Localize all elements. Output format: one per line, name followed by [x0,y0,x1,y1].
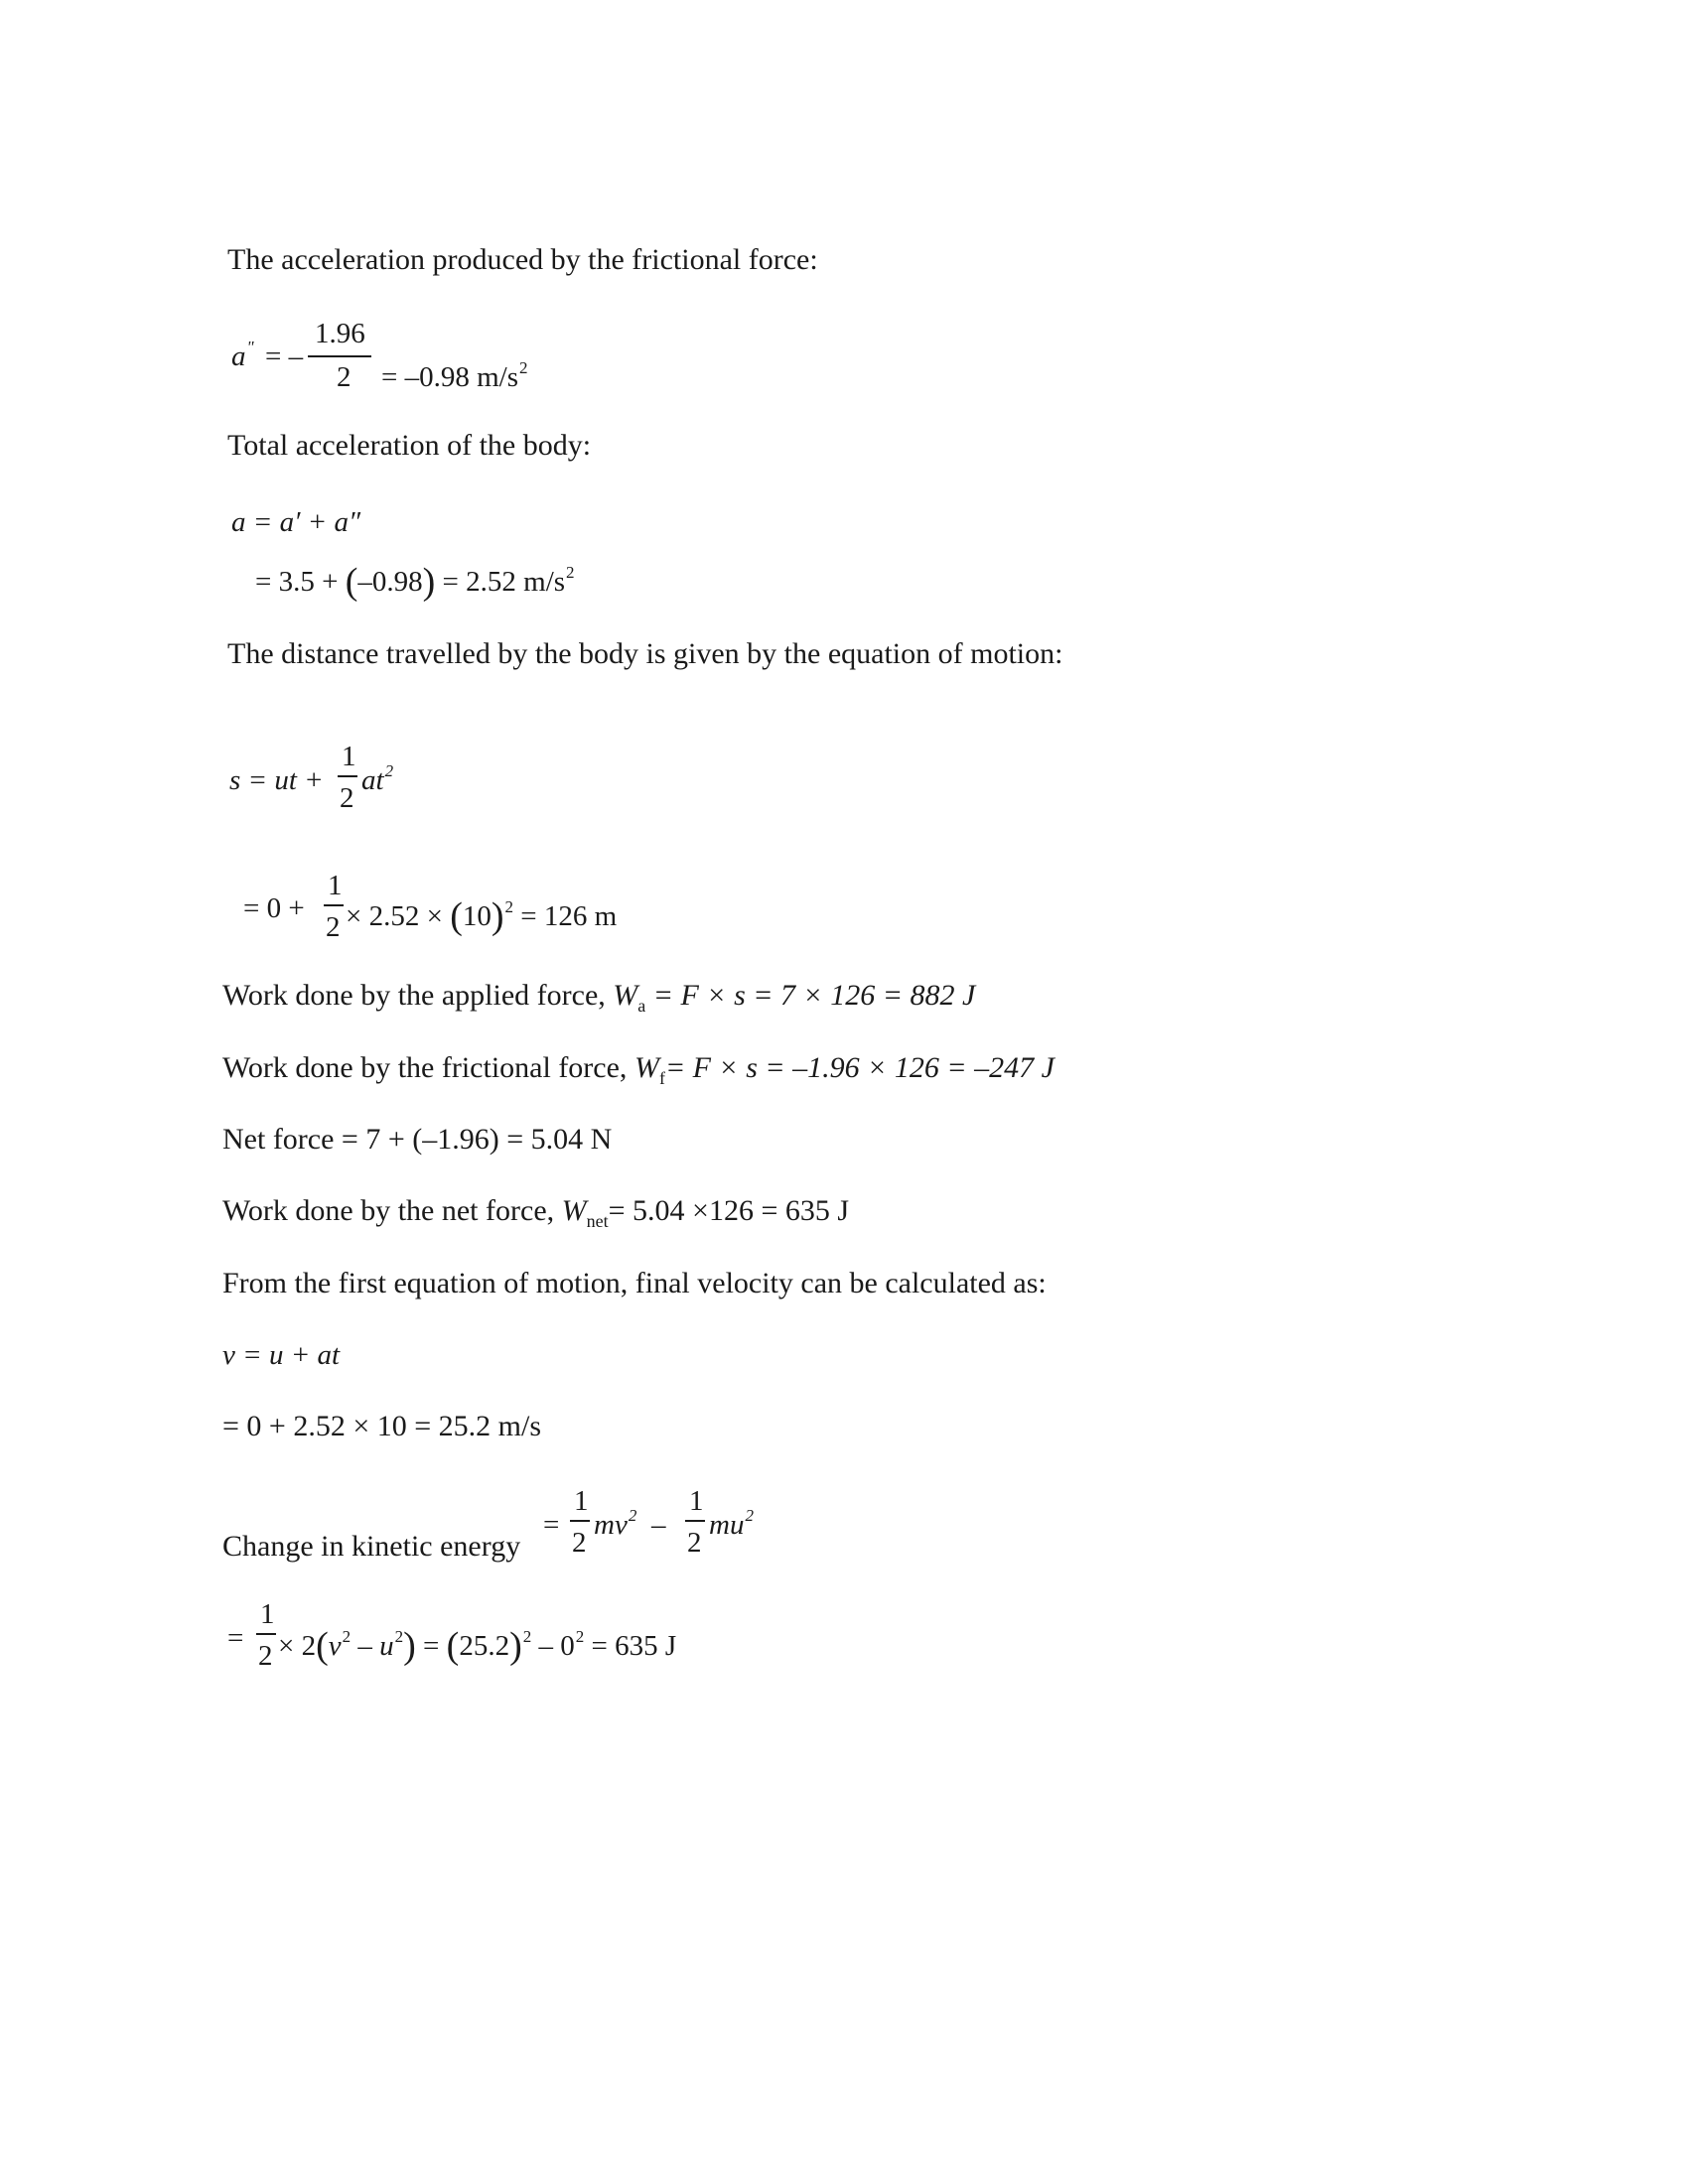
eq-friction-denominator: 2 [337,361,352,393]
eq-distance-rhs: $at^2$ [361,761,394,796]
net-force: Net force = 7 + (–1.96) = 5.04 N [222,1123,613,1156]
work-applied: Work done by the applied force, $W_a = F \times s = 7 \times 126 = 882$ J [222,979,976,1016]
eq-ke-eq2-den: 2 [258,1640,273,1672]
work-net: Work done by the net force, $W_{net}= 5.04 \times 126 = 635$ J [222,1194,850,1231]
eq-total-line2: = 3.5 + (–0.98) = 2.52 $m/s^2$ [255,561,575,603]
first-eq-intro: From the first equation of motion, final velocity can be calculated as: [222,1267,1047,1299]
eq-friction-result: = –0.98 $m/s^2$ [381,358,528,393]
eq-distance-den: 2 [340,782,354,814]
eq-friction-equals: = – [265,341,304,372]
eq-ke-eq1-term2: $mu^2$ [709,1506,754,1541]
eq-ke-eq2-bar [256,1633,276,1635]
eq-distance-lhs: s = ut + [229,764,324,796]
eq-ke-eq2-equals: = [227,1622,244,1654]
eq-distance-bar [338,775,357,777]
eq-ke-eq1-bar1 [570,1520,590,1522]
eq-distance-l2a: = 0 + [243,892,305,924]
eq-ke-eq1-equals: = [543,1509,560,1541]
eq-friction-lhs: a" [231,338,254,372]
eq-distance-num: 1 [342,741,356,772]
eq-distance-l2-den: 2 [326,911,341,943]
friction-acc-intro: The acceleration produced by the frictional force: [227,243,818,276]
eq-distance-l2-rest: × $2.52 \times (10)^2 = 126$ m [346,895,618,937]
eq-ke-eq2-num: 1 [260,1598,275,1630]
eq-ke-eq2-rest: × $2(v^2 - u^2) = (25.2)^2 - 0^2 = 635$ J [278,1625,677,1667]
v-value: = 0 + 2.52 × 10 = 25.2 m/s [222,1410,542,1442]
eq-friction-fraction-bar [308,355,371,357]
eq-ke-eq1-bar2 [685,1520,705,1522]
eq-distance-l2-num: 1 [328,870,343,901]
eq-ke-eq1-den1: 2 [572,1527,587,1559]
ke-label: Change in kinetic energy [222,1530,521,1563]
total-acc-intro: Total acceleration of the body: [227,429,592,462]
eq-ke-eq1-num2: 1 [689,1485,704,1517]
eq-total-line1: a = a′ + a″ [231,506,361,538]
work-friction: Work done by the frictional force, $W_f= F \times s = -1.96 \times 126 = -247$ J [222,1051,1055,1088]
eq-ke-eq1-num1: 1 [574,1485,589,1517]
eq-ke-eq1-den2: 2 [687,1527,702,1559]
eq-ke-eq1-term1: $mv^2$ [594,1506,637,1541]
eq-distance-l2-bar [324,904,344,906]
eq-friction-numerator: 1.96 [315,318,365,349]
eq-ke-eq1-minus: – [651,1509,666,1541]
distance-intro: The distance travelled by the body is given by the equation of motion: [227,637,1063,670]
v-equation: v = u + at [222,1339,341,1371]
